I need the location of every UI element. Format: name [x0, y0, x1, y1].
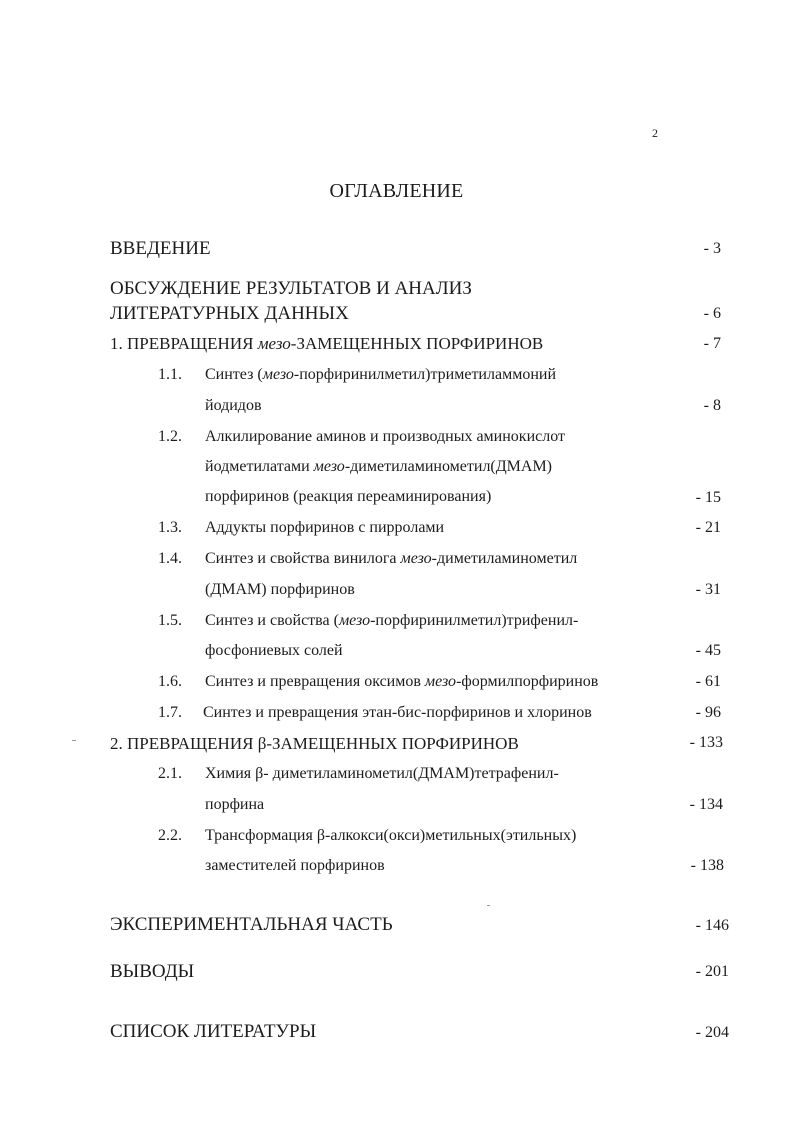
toc-page-chapter-2: - 133 — [689, 734, 723, 751]
toc-entry-1-5-line1 — [205, 612, 578, 630]
toc-page-1-2: - 15 — [695, 489, 721, 506]
toc-entry-2-1-line2: порфина — [205, 796, 265, 813]
toc-page-1-3: - 21 — [695, 519, 721, 536]
page-title: ОГЛАВЛЕНИЕ — [329, 180, 464, 202]
toc-text: Синтез и превращения оксимов — [205, 673, 425, 690]
toc-text: -диметиламинометил — [431, 550, 578, 567]
toc-entry-1-2-line1: Алкилирование аминов и производных аминокислот — [205, 428, 565, 445]
toc-page-intro: - 3 — [703, 240, 721, 257]
toc-italic: мезо — [257, 334, 291, 353]
toc-entry-1-1-line2: йодидов — [205, 397, 262, 414]
toc-text: -диметиламинометил(ДМАМ) — [344, 458, 552, 475]
toc-entry-chapter-1 — [110, 334, 543, 354]
toc-text: Синтез ( — [205, 366, 263, 383]
toc-entry-2-2-line2: заместителей порфиринов — [205, 857, 385, 874]
toc-italic: мезо — [313, 458, 345, 475]
toc-number-1-4: 1.4. — [158, 550, 182, 567]
toc-page-2-2: - 138 — [690, 857, 724, 874]
toc-number-2-2: 2.2. — [158, 827, 182, 844]
toc-italic: мезо — [400, 550, 432, 567]
toc-entry-chapter-2: 2. ПРЕВРАЩЕНИЯ β-ЗАМЕЩЕННЫХ ПОРФИРИНОВ — [110, 734, 519, 753]
toc-entry-1-4-line2: (ДМАМ) порфиринов — [205, 581, 355, 598]
toc-page-conclusions: - 201 — [695, 963, 729, 980]
toc-text: 1. ПРЕВРАЩЕНИЯ — [110, 334, 258, 353]
toc-italic: мезо — [424, 673, 457, 690]
toc-page-1-1: - 8 — [703, 397, 721, 414]
toc-text: -порфиринилметил)триметиламмоний — [293, 366, 557, 383]
toc-page-experimental: - 146 — [695, 917, 729, 934]
toc-entry-2-2-line1: Трансформация β-алкокси(окси)метильных(этильных) — [205, 827, 577, 844]
toc-entry-references: СПИСОК ЛИТЕРАТУРЫ — [110, 1021, 317, 1042]
toc-number-1-2: 1.2. — [158, 428, 182, 445]
toc-page-discussion: - 6 — [703, 305, 721, 322]
scan-speck — [487, 905, 490, 906]
toc-italic: мезо — [338, 612, 371, 629]
toc-text: Синтез и свойства винилога — [205, 550, 401, 567]
toc-page-1-4: - 31 — [695, 581, 721, 598]
toc-entry-1-7: Синтез и превращения этан-бис-порфиринов и хлоринов — [203, 704, 592, 721]
toc-number-1-7: 1.7. — [158, 704, 182, 721]
toc-entry-experimental: ЭКСПЕРИМЕНТАЛЬНАЯ ЧАСТЬ — [110, 914, 393, 935]
toc-entry-conclusions: ВЫВОДЫ — [110, 961, 195, 982]
toc-number-1-1: 1.1. — [158, 366, 182, 383]
toc-entry-1-2-line2 — [205, 458, 552, 476]
toc-number-1-3: 1.3. — [158, 519, 182, 536]
toc-entry-1-3: Аддукты порфиринов с пирролами — [205, 519, 445, 536]
toc-text: -формилпорфиринов — [456, 673, 599, 690]
toc-entry-1-6 — [205, 673, 598, 691]
toc-entry-2-1-line1: Химия β- диметиламинометил(ДМАМ)тетрафенил- — [205, 765, 559, 782]
toc-number-1-5: 1.5. — [158, 612, 182, 629]
toc-text: Синтез и свойства ( — [205, 612, 339, 629]
toc-entry-intro: ВВЕДЕНИЕ — [110, 238, 211, 259]
toc-entry-1-5-line2: фосфониевых солей — [205, 642, 343, 659]
scan-speck — [72, 740, 76, 741]
toc-number-1-6: 1.6. — [158, 673, 182, 690]
toc-page-1-7: - 96 — [695, 704, 721, 721]
toc-page-2-1: - 134 — [689, 796, 723, 813]
toc-page-1-6: - 61 — [695, 673, 721, 690]
toc-number-2-1: 2.1. — [158, 765, 182, 782]
toc-text: -ЗАМЕЩЕННЫХ ПОРФИРИНОВ — [290, 334, 544, 353]
toc-entry-discussion-line1: ОБСУЖДЕНИЕ РЕЗУЛЬТАТОВ И АНАЛИЗ — [110, 278, 472, 299]
toc-entry-1-2-line3: порфиринов (реакция переаминирования) — [205, 488, 492, 505]
toc-entry-1-1-line1 — [205, 366, 556, 384]
toc-page-1-5: - 45 — [695, 642, 721, 659]
page-number: 2 — [652, 126, 658, 140]
toc-entry-1-4-line1 — [205, 550, 577, 568]
toc-page-references: - 204 — [695, 1024, 729, 1041]
toc-text: йодметилатами — [205, 458, 314, 475]
toc-entry-discussion-line2: ЛИТЕРАТУРНЫХ ДАННЫХ — [110, 303, 349, 324]
toc-page-chapter-1: - 7 — [703, 335, 721, 352]
toc-text: -порфиринилметил)трифенил- — [370, 612, 579, 629]
toc-italic: мезо — [262, 366, 294, 383]
